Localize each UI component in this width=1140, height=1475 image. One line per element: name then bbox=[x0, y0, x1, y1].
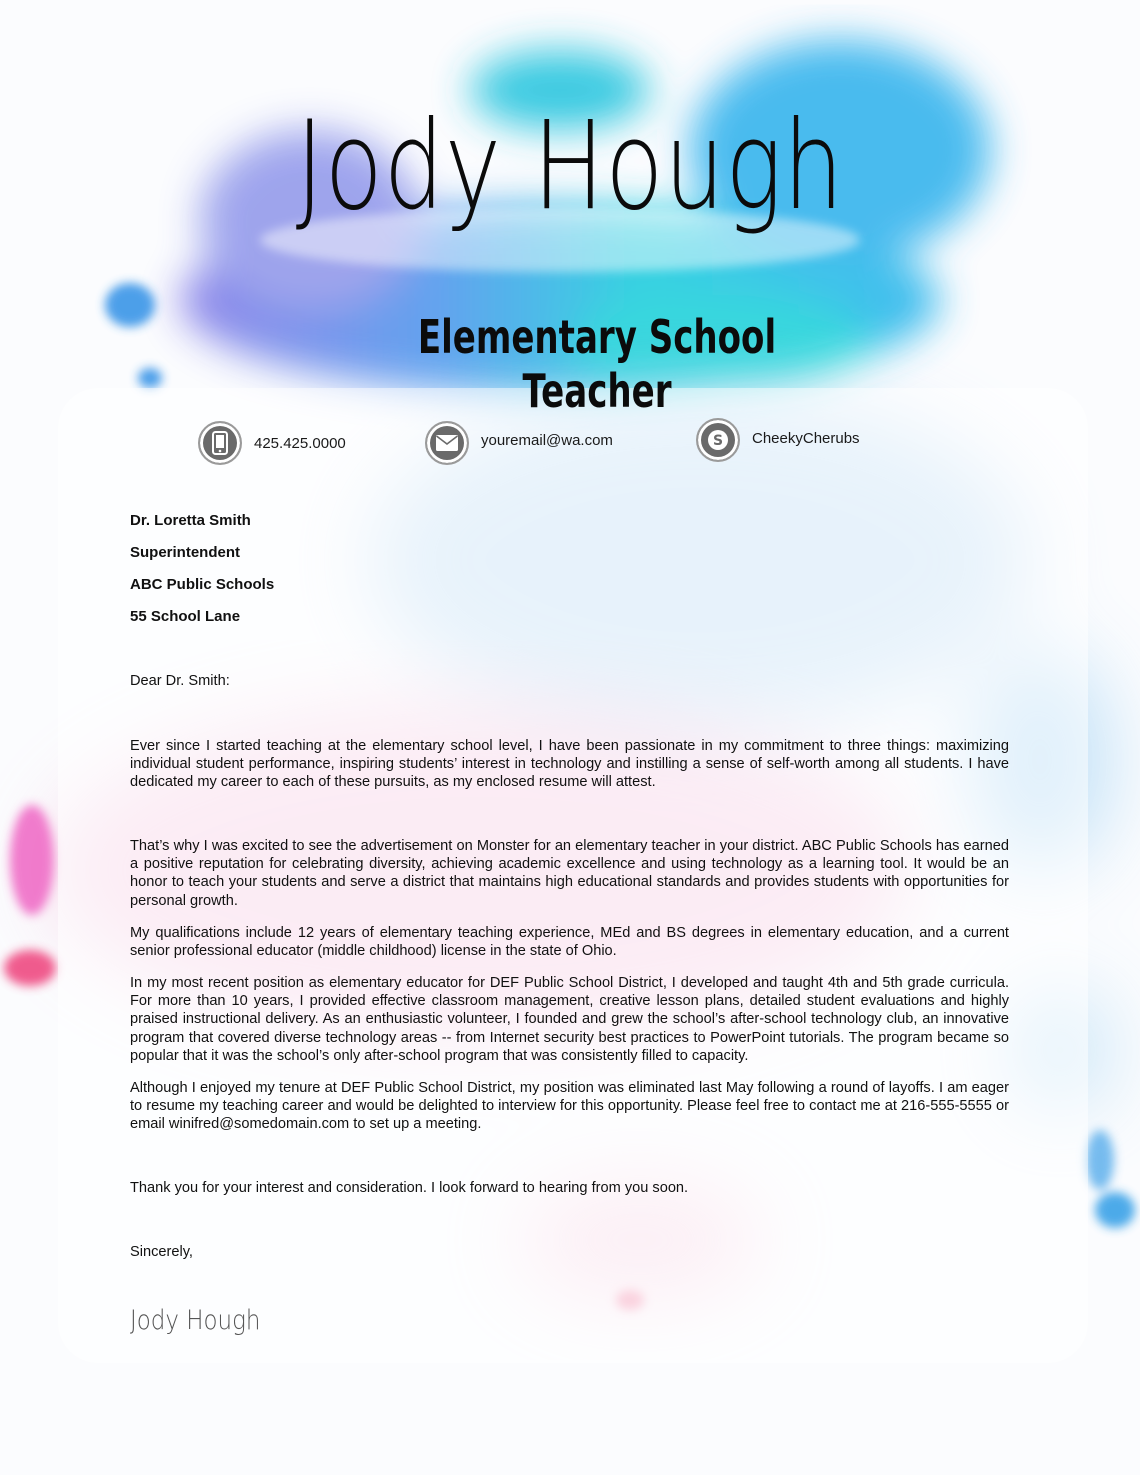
recipient-street: 55 School Lane bbox=[130, 608, 241, 625]
skype-icon bbox=[696, 418, 740, 462]
closing: Sincerely, bbox=[130, 1244, 193, 1260]
job-title: Elementary School Teacher bbox=[417, 310, 777, 418]
contact-phone[interactable] bbox=[198, 421, 346, 465]
phone-icon bbox=[198, 421, 242, 465]
phone-number: 425.425.0000 bbox=[254, 434, 346, 452]
paragraph-1: Ever since I started teaching at the elementary school level, I have been passionate in my commitment to three things: maximizing individual student performance, inspiring students’ interest in technology and instilling a sense of self-worth among all students. I have dedicated my career to each of these pursuits, as my enclosed resume will attest. bbox=[130, 738, 1009, 791]
skype-handle: CheekyCherubs bbox=[752, 429, 860, 447]
svg-text:S: S bbox=[712, 433, 724, 449]
paragraph-5: Although I enjoyed my tenure at DEF Public School District, my position was eliminated last May following a round of layoffs. I am eager to resume my teaching career and would be delighted to interview for this opportunity. Please feel free to contact me at 216-555-5555 or email winifred@somedomain.com to set up a meeting. bbox=[130, 1080, 1009, 1133]
paragraph-2: That’s why I was excited to see the advertisement on Monster for an elementary teacher in your district. ABC Public Schools has earned a positive reputation for celebrating diversity, achieving academic excellence and using technology as a learning tool. It would be an honor to teach your students and serve a district that maintains high educational standards and provides students with opportunities for personal growth. bbox=[130, 838, 1009, 909]
thanks-line: Thank you for your interest and consideration. I look forward to hearing from you soon. bbox=[130, 1180, 689, 1196]
applicant-name: Jody Hough bbox=[295, 95, 845, 237]
contact-skype[interactable] bbox=[696, 418, 860, 462]
recipient-name: Dr. Loretta Smith bbox=[130, 512, 251, 529]
email-address: youremail@wa.com bbox=[481, 431, 613, 449]
paragraph-4: In my most recent position as elementary educator for DEF Public School District, I developed and taught 4th and 5th grade curricula. For more than 10 years, I provided effective classroom management, creative lesson plans, detailed student evaluations and highly praised instructional delivery. As an enthusiastic volunteer, I founded and grew the school’s after-school technology club, an innovative program that covered diverse technology areas -- from Internet security best practices to PowerPoint tutorials. The program became so popular that it was the school’s only after-school program that was consistently filled to capacity. bbox=[130, 975, 1009, 1064]
salutation: Dear Dr. Smith: bbox=[130, 673, 230, 689]
paragraph-3: My qualifications include 12 years of elementary teaching experience, MEd and BS degrees in elementary education, and a current senior professional educator (middle childhood) license in the state of Ohio. bbox=[130, 925, 1009, 960]
recipient-position: Superintendent bbox=[130, 544, 241, 561]
envelope-icon bbox=[425, 421, 469, 465]
contact-email[interactable] bbox=[425, 421, 613, 465]
recipient-organization: ABC Public Schools bbox=[130, 576, 275, 593]
signature: Jody Hough bbox=[130, 1305, 261, 1336]
